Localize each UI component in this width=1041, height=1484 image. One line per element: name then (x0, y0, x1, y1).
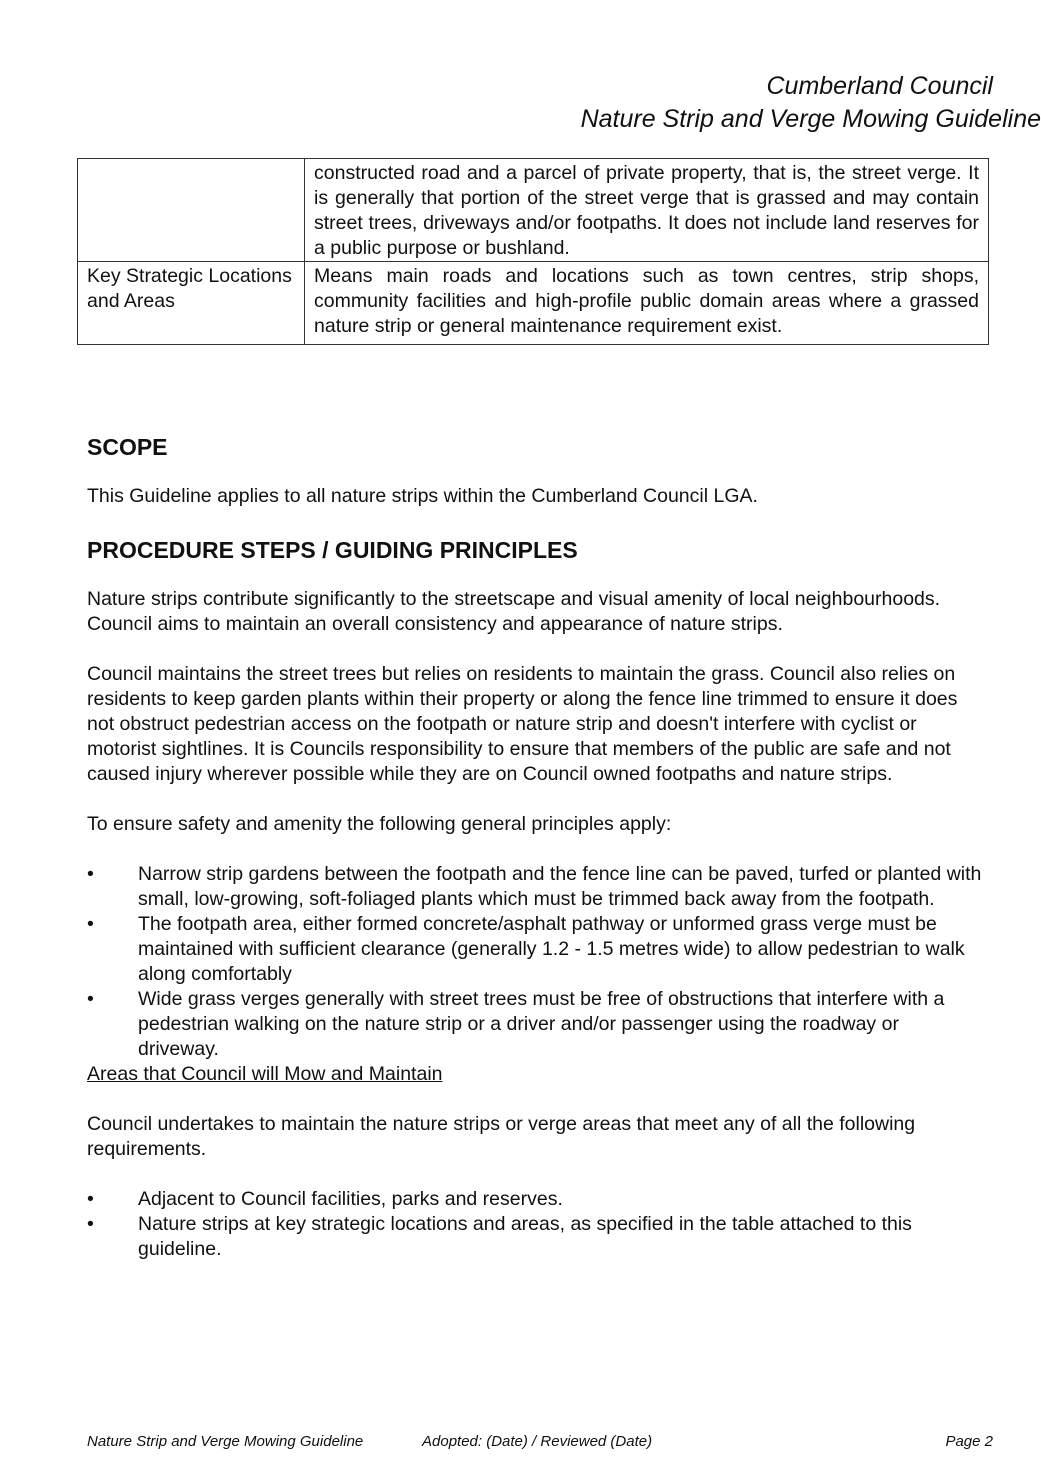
bullet-icon: • (87, 1213, 94, 1235)
list-item-text: Narrow strip gardens between the footpath and the fence line can be paved, turfed or planted with small, low-growing, soft-foliaged plants which must be trimmed back away from the footpath. (138, 863, 982, 910)
list-item (87, 912, 982, 987)
list-item (87, 1187, 982, 1212)
procedure-paragraph: To ensure safety and amenity the following general principles apply: (87, 813, 672, 835)
definitions-row (78, 262, 989, 345)
definition-term: Key Strategic Locations and Areas (78, 262, 305, 345)
definition-term (78, 159, 305, 262)
bullet-icon: • (87, 863, 94, 885)
bullet-icon: • (87, 913, 94, 935)
definitions-row (78, 159, 989, 262)
definition-description: Means main roads and locations such as town centres, strip shops, community facilities and high-profile public domain areas where a grassed nature strip or general maintenance requirement exist. (305, 262, 989, 345)
footer-document-title: Nature Strip and Verge Mowing Guideline (87, 1433, 364, 1450)
bullet-icon: • (87, 1188, 94, 1210)
areas-subheading: Areas that Council will Mow and Maintain (87, 1063, 443, 1085)
page-content (87, 432, 982, 1262)
list-item-text: Wide grass verges generally with street trees must be free of obstructions that interfere with a pedestrian walking on the nature strip or a driver and/or passenger using the roadway or driveway. (138, 988, 945, 1060)
header-organisation: Cumberland Council (766, 72, 993, 100)
procedure-paragraph: Nature strips contribute significantly to the streetscape and visual amenity of local neighbourhoods. Council aims to maintain an overall consistency and appearance of nature strips. (87, 588, 941, 635)
header-document-title: Nature Strip and Verge Mowing Guideline (580, 105, 1041, 133)
bullet-icon: • (87, 988, 94, 1010)
requirements-list (87, 1187, 982, 1262)
list-item-text: Nature strips at key strategic locations and areas, as specified in the table attached to this guideline. (138, 1213, 912, 1260)
list-item (87, 987, 982, 1062)
list-item-text: The footpath area, either formed concrete/asphalt pathway or unformed grass verge must be maintained with sufficient clearance (generally 1.2 - 1.5 metres wide) to allow pedestrian to walk along comfortably (138, 913, 965, 985)
scope-heading: SCOPE (87, 434, 168, 460)
footer-adopted-date: Adopted: (Date) / Reviewed (Date) (422, 1433, 653, 1450)
procedure-paragraph: Council maintains the street trees but relies on residents to maintain the grass. Council also relies on residents to keep garden plants within their property or along the fence line trimmed to ensure it does not obstruct pedestrian access on the footpath or nature strip and doesn't interfere with cyclist or motorist sightlines. It is Councils responsibility to ensure that members of the public are safe and not caused injury wherever possible while they are on Council owned footpaths and nature strips. (87, 663, 958, 785)
list-item (87, 1212, 982, 1262)
definition-description: constructed road and a parcel of private property, that is, the street verge. It is generally that portion of the street verge that is grassed and may contain street trees, driveways and/or footpaths. It does not include land reserves for a public purpose or bushland. (305, 159, 989, 262)
procedure-heading: PROCEDURE STEPS / GUIDING PRINCIPLES (87, 537, 578, 563)
principles-list (87, 862, 982, 1062)
footer-page-number: Page 2 (945, 1433, 993, 1450)
definitions-table (77, 158, 989, 345)
list-item-text: Adjacent to Council facilities, parks and reserves. (138, 1188, 563, 1210)
procedure-paragraph: Council undertakes to maintain the nature strips or verge areas that meet any of all the following requirements. (87, 1113, 916, 1160)
list-item (87, 862, 982, 912)
page-header (581, 70, 1041, 136)
scope-text: This Guideline applies to all nature strips within the Cumberland Council LGA. (87, 485, 758, 507)
